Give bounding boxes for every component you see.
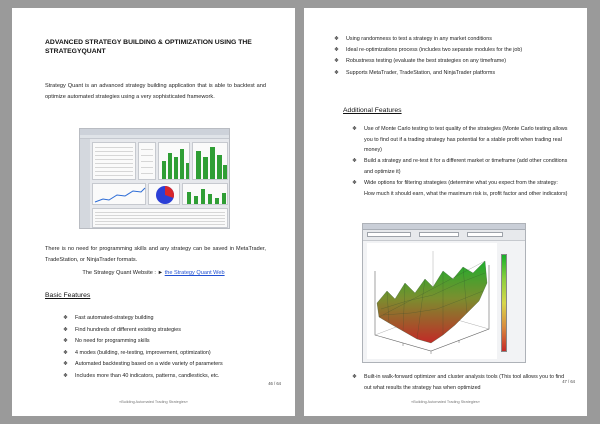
optimization-3d-screenshot <box>362 223 526 363</box>
surface-svg <box>367 243 497 359</box>
list-item: ❖ No need for programming skills <box>63 336 278 348</box>
diamond-bullet-icon: ❖ <box>352 180 357 187</box>
list-item: ❖ Use of Monte Carlo testing to test quality of the strategies (Monte Carlo testing allows you to find out if a trading strategy has potential for a stable profit when trading real money) <box>352 126 568 154</box>
additional-features-heading: Additional Features <box>343 107 402 114</box>
bar-chart-1 <box>159 143 191 181</box>
list-item: ❖ Supports MetaTrader, TradeStation, and NinjaTrader platforms <box>334 68 562 79</box>
pie-chart <box>149 184 181 206</box>
basic-features-list <box>63 313 278 383</box>
intro-paragraph: Strategy Quant is an advanced strategy building application that is able to backtest and optimize automated strategies using a very sophisticated framework. <box>45 83 266 100</box>
app-sidebar <box>80 139 90 228</box>
page-number: 46 / 64 <box>268 381 281 386</box>
pie-chart-panel <box>148 183 180 205</box>
list-item: ❖ Wide options for filtering strategies (determine what you expect from the strategy: How much it should earn, what the maximum risk is, profit factor and other indicators) <box>352 180 568 197</box>
list-item: ❖ Build a strategy and re-test it for a different market or timeframe (add other conditions and optimize it) <box>352 158 568 175</box>
diamond-bullet-icon: ❖ <box>352 126 357 132</box>
diamond-bullet-icon: ❖ <box>63 326 68 333</box>
equity-chart-panel <box>92 183 146 205</box>
diamond-bullet-icon: ❖ <box>63 361 68 368</box>
diamond-bullet-icon: ❖ <box>63 338 68 345</box>
top-features-list <box>334 34 562 79</box>
page-footer: «Building Automated Trading Strategies» <box>411 400 480 404</box>
results-table-panel <box>92 142 136 180</box>
diamond-bullet-icon: ❖ <box>352 158 357 165</box>
diamond-bullet-icon: ❖ <box>352 374 357 380</box>
right-page <box>304 8 587 416</box>
surface-plot <box>367 243 497 359</box>
list-item: ❖ 4 modes (building, re-testing, improvement, optimization) <box>63 348 278 360</box>
list-item: ❖ Find hundreds of different existing strategies <box>63 325 278 337</box>
list-item: ❖ Includes more than 40 indicators, patterns, candlesticks, etc. <box>63 371 278 383</box>
value-select[interactable] <box>467 232 503 237</box>
list-item: ❖ Robustness testing (evaluate the best strategies on any timeframe) <box>334 56 562 67</box>
page-title: ADVANCED STRATEGY BUILDING & OPTIMIZATION USING THE STRATEGYQUANT <box>45 39 252 55</box>
equity-line <box>93 184 147 206</box>
bar-chart-3 <box>183 184 229 206</box>
stats-panel <box>138 142 156 180</box>
basic-features-heading: Basic Features <box>45 292 91 299</box>
bar-chart-panel-3 <box>182 183 228 205</box>
list-item: ❖ Automated backtesting based on a wide variety of parameters <box>63 359 278 371</box>
arrow-icon: ► <box>157 270 164 276</box>
last-feature-list <box>352 372 570 394</box>
diamond-bullet-icon: ❖ <box>334 58 339 65</box>
bar-chart-panel-1 <box>158 142 190 180</box>
trades-table-panel <box>92 208 228 228</box>
param-y-select[interactable] <box>419 232 459 237</box>
list-item: ❖ Using randomness to test a strategy in any market conditions <box>334 34 562 45</box>
website-label: The Strategy Quant Website : <box>82 270 156 276</box>
color-scale-bar <box>501 254 507 352</box>
bar-chart-2 <box>193 143 229 181</box>
param-x-select[interactable] <box>367 232 411 237</box>
additional-features-list <box>352 124 570 200</box>
left-page <box>12 8 295 416</box>
diamond-bullet-icon: ❖ <box>334 36 339 42</box>
page-footer: «Building Automated Trading Strategies» <box>119 400 188 404</box>
bar-chart-panel-2 <box>192 142 228 180</box>
diamond-bullet-icon: ❖ <box>63 315 68 321</box>
website-link[interactable]: the Strategy Quant Web <box>164 270 225 276</box>
diamond-bullet-icon: ❖ <box>63 349 68 356</box>
website-line <box>12 270 295 276</box>
list-item: ❖ Fast automated-strategy building <box>63 313 278 325</box>
window-controls <box>363 230 525 241</box>
diamond-bullet-icon: ❖ <box>334 69 339 76</box>
programming-paragraph: There is no need for programming skills and any strategy can be saved in MetaTrader, TradeStation, or NinjaTrader formats. <box>45 246 266 263</box>
list-item: ❖ Ideal re-optimizations process (includes two separate modules for the job) <box>334 45 562 56</box>
strategy-quant-screenshot <box>79 128 230 229</box>
page-number: 47 / 64 <box>562 379 575 384</box>
diamond-bullet-icon: ❖ <box>63 372 68 379</box>
app-toolbar <box>80 135 229 139</box>
diamond-bullet-icon: ❖ <box>334 47 339 54</box>
list-item: ❖ Built-in walk-forward optimizer and cluster analysis tools (This tool allows you to find out what results the strategy has when optimized <box>352 374 565 391</box>
